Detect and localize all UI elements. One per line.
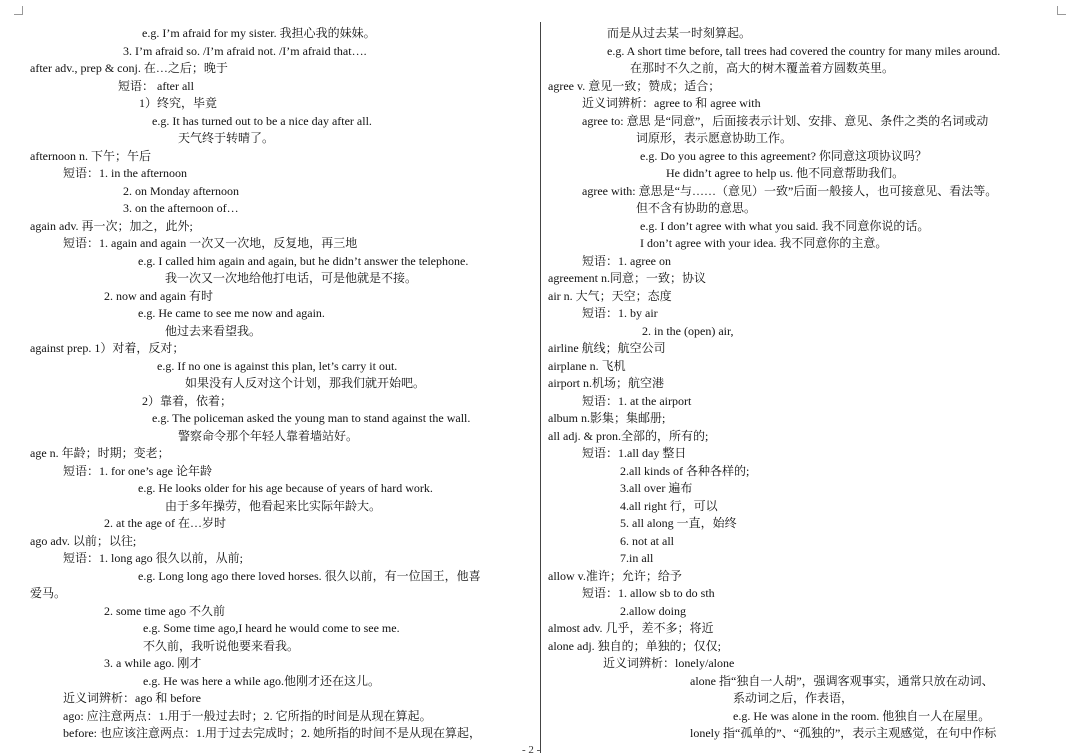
text-line: e.g. Some time ago,I heard he would come to see me.	[143, 621, 400, 635]
text-line: 但不含有协助的意思。	[636, 201, 757, 215]
entry-alone: alone adj. 独自的；单独的；仅仅;	[548, 639, 721, 653]
entry-agreement: agreement n.同意；一致；协议	[548, 271, 706, 285]
text-line: He didn’t agree to help us. 他不同意帮助我们。	[666, 166, 905, 180]
entry-agree: agree v. 意见一致；赞成；适合；	[548, 79, 721, 93]
entry-after: after adv., prep & conj. 在…之后；晚于	[30, 61, 228, 75]
text-line: 1）终究，毕竟	[139, 96, 218, 110]
entry-against: against prep. 1）对着，反对；	[30, 341, 185, 355]
text-line: 3. I’m afraid so. /I’m afraid not. /I’m afraid that….	[123, 44, 367, 58]
text-line: e.g. Do you agree to this agreement? 你同意这项协议吗？	[640, 149, 927, 163]
text-line: 2.all kinds of 各种各样的;	[620, 464, 750, 478]
text-line: e.g. Long long ago there loved horses. 很久以前，有一位国王，他喜	[138, 569, 481, 583]
text-line: 天气终于转晴了。	[178, 131, 275, 145]
entry-air: air n. 大气；天空；态度	[548, 289, 672, 303]
text-line: agree to: 意思 是“同意”，后面接表示计划、安排、意见、条件之类的名词或动	[582, 114, 989, 128]
synonym-heading: 近义词辨析：agree to 和 agree with	[582, 96, 761, 110]
text-line: 短语：1. long ago 很久以前，从前;	[63, 551, 243, 565]
text-line: e.g. He was here a while ago.他刚才还在这儿。	[143, 674, 380, 688]
text-line: 短语：1.all day 整日	[582, 446, 687, 460]
text-line: 短语： after all	[118, 79, 194, 93]
text-line: 短语：1. in the afternoon	[63, 166, 187, 180]
text-line: 他过去来看望我。	[165, 324, 262, 338]
text-line: e.g. He looks older for his age because of years of hard work.	[138, 481, 433, 495]
text-line: 7.in all	[620, 551, 654, 565]
entry-ago: ago adv. 以前；以往;	[30, 534, 137, 548]
entry-again: again adv. 再一次；加之，此外;	[30, 219, 193, 233]
text-line: 短语：1. by air	[582, 306, 658, 320]
text-line: e.g. I’m afraid for my sister. 我担心我的妹妹。	[142, 26, 376, 40]
text-line: 2. on Monday afternoon	[123, 184, 239, 198]
text-line: 4.all right 行，可以	[620, 499, 718, 513]
entry-airline: airline 航线；航空公司	[548, 341, 666, 355]
text-line: 短语：1. agree on	[582, 254, 671, 268]
text-line: 系动词之后，作表语，	[733, 691, 854, 705]
text-line: 不久前，我听说他要来看我。	[143, 639, 300, 653]
text-line: 短语：1. for one’s age 论年龄	[63, 464, 212, 478]
text-line: e.g. I don’t agree with what you said. 我不同意你说的话。	[640, 219, 930, 233]
text-line: 3. a while ago. 刚才	[104, 656, 202, 670]
text-line: 爱马。	[30, 586, 67, 600]
text-line: 2.allow doing	[620, 604, 686, 618]
entry-airport: airport n.机场；航空港	[548, 376, 664, 390]
text-line: 6. not at all	[620, 534, 674, 548]
text-line: lonely 指“孤单的”、“孤独的”，表示主观感觉，在句中作标	[690, 726, 997, 740]
left-column	[0, 0, 538, 753]
text-line: 在那时不久之前，高大的树木覆盖着方圆数英里。	[630, 61, 895, 75]
entry-all: all adj. & pron.全部的，所有的;	[548, 429, 709, 443]
text-line: I don’t agree with your idea. 我不同意你的主意。	[640, 236, 888, 250]
text-line: 短语：1. at the airport	[582, 394, 692, 408]
entry-afternoon: afternoon n. 下午；午后	[30, 149, 151, 163]
page-number: - 2 -	[522, 744, 541, 756]
text-line: before: 也应该注意两点：1.用于过去完成时；2. 她所指的时间不是从现在算起，	[63, 726, 481, 740]
synonym-heading: 近义词辨析：lonely/alone	[603, 656, 735, 670]
text-line: 短语：1. again and again 一次又一次地，反复地，再三地	[63, 236, 358, 250]
entry-age: age n. 年龄；时期；变老；	[30, 446, 170, 460]
text-line: agree with: 意思是“与……（意见）一致”后面一般接人，也可接意见、看法等。	[582, 184, 998, 198]
text-line: 2. at the age of 在…岁时	[104, 516, 226, 530]
text-line: e.g. I called him again and again, but he didn’t answer the telephone.	[138, 254, 469, 268]
entry-allow: allow v.准许；允许；给予	[548, 569, 682, 583]
text-line: e.g. He came to see me now and again.	[138, 306, 325, 320]
text-line: ago: 应注意两点：1.用于一般过去时；2. 它所指的时间是从现在算起。	[63, 709, 432, 723]
text-line: 3. on the afternoon of…	[123, 201, 239, 215]
right-column	[543, 0, 1080, 753]
column-divider	[540, 22, 541, 753]
text-line: 短语：1. allow sb to do sth	[582, 586, 715, 600]
text-line: alone 指“独自一人胡”，强调客观事实，通常只放在动词、	[690, 674, 994, 688]
entry-airplane: airplane n. 飞机	[548, 359, 626, 373]
entry-album: album n.影集；集邮册;	[548, 411, 666, 425]
text-line: e.g. He was alone in the room. 他独自一人在屋里。	[733, 709, 991, 723]
text-line: 而是从过去某一时刻算起。	[607, 26, 752, 40]
synonym-heading: 近义词辨析：ago 和 before	[63, 691, 201, 705]
text-line: 5. all along 一直，始终	[620, 516, 737, 530]
text-line: 2. now and again 有时	[104, 289, 213, 303]
text-line: 我一次又一次地给他打电话，可是他就是不接。	[165, 271, 418, 285]
text-line: e.g. A short time before, tall trees had covered the country for many miles around.	[607, 44, 1001, 58]
text-line: 3.all over 遍布	[620, 481, 693, 495]
text-line: 由于多年操劳，他看起来比实际年龄大。	[165, 499, 382, 513]
text-line: 2. in the (open) air,	[642, 324, 734, 338]
text-line: e.g. The policeman asked the young man to stand against the wall.	[152, 411, 471, 425]
text-line: 如果没有人反对这个计划，那我们就开始吧。	[185, 376, 426, 390]
text-line: e.g. If no one is against this plan, let’s carry it out.	[157, 359, 398, 373]
text-line: 2）靠着，依着；	[142, 394, 233, 408]
text-line: 词原形，表示愿意协助工作。	[636, 131, 793, 145]
text-line: 2. some time ago 不久前	[104, 604, 225, 618]
text-line: 警察命令那个年轻人靠着墙站好。	[178, 429, 359, 443]
entry-almost: almost adv. 几乎，差不多；将近	[548, 621, 714, 635]
text-line: e.g. It has turned out to be a nice day after all.	[152, 114, 372, 128]
